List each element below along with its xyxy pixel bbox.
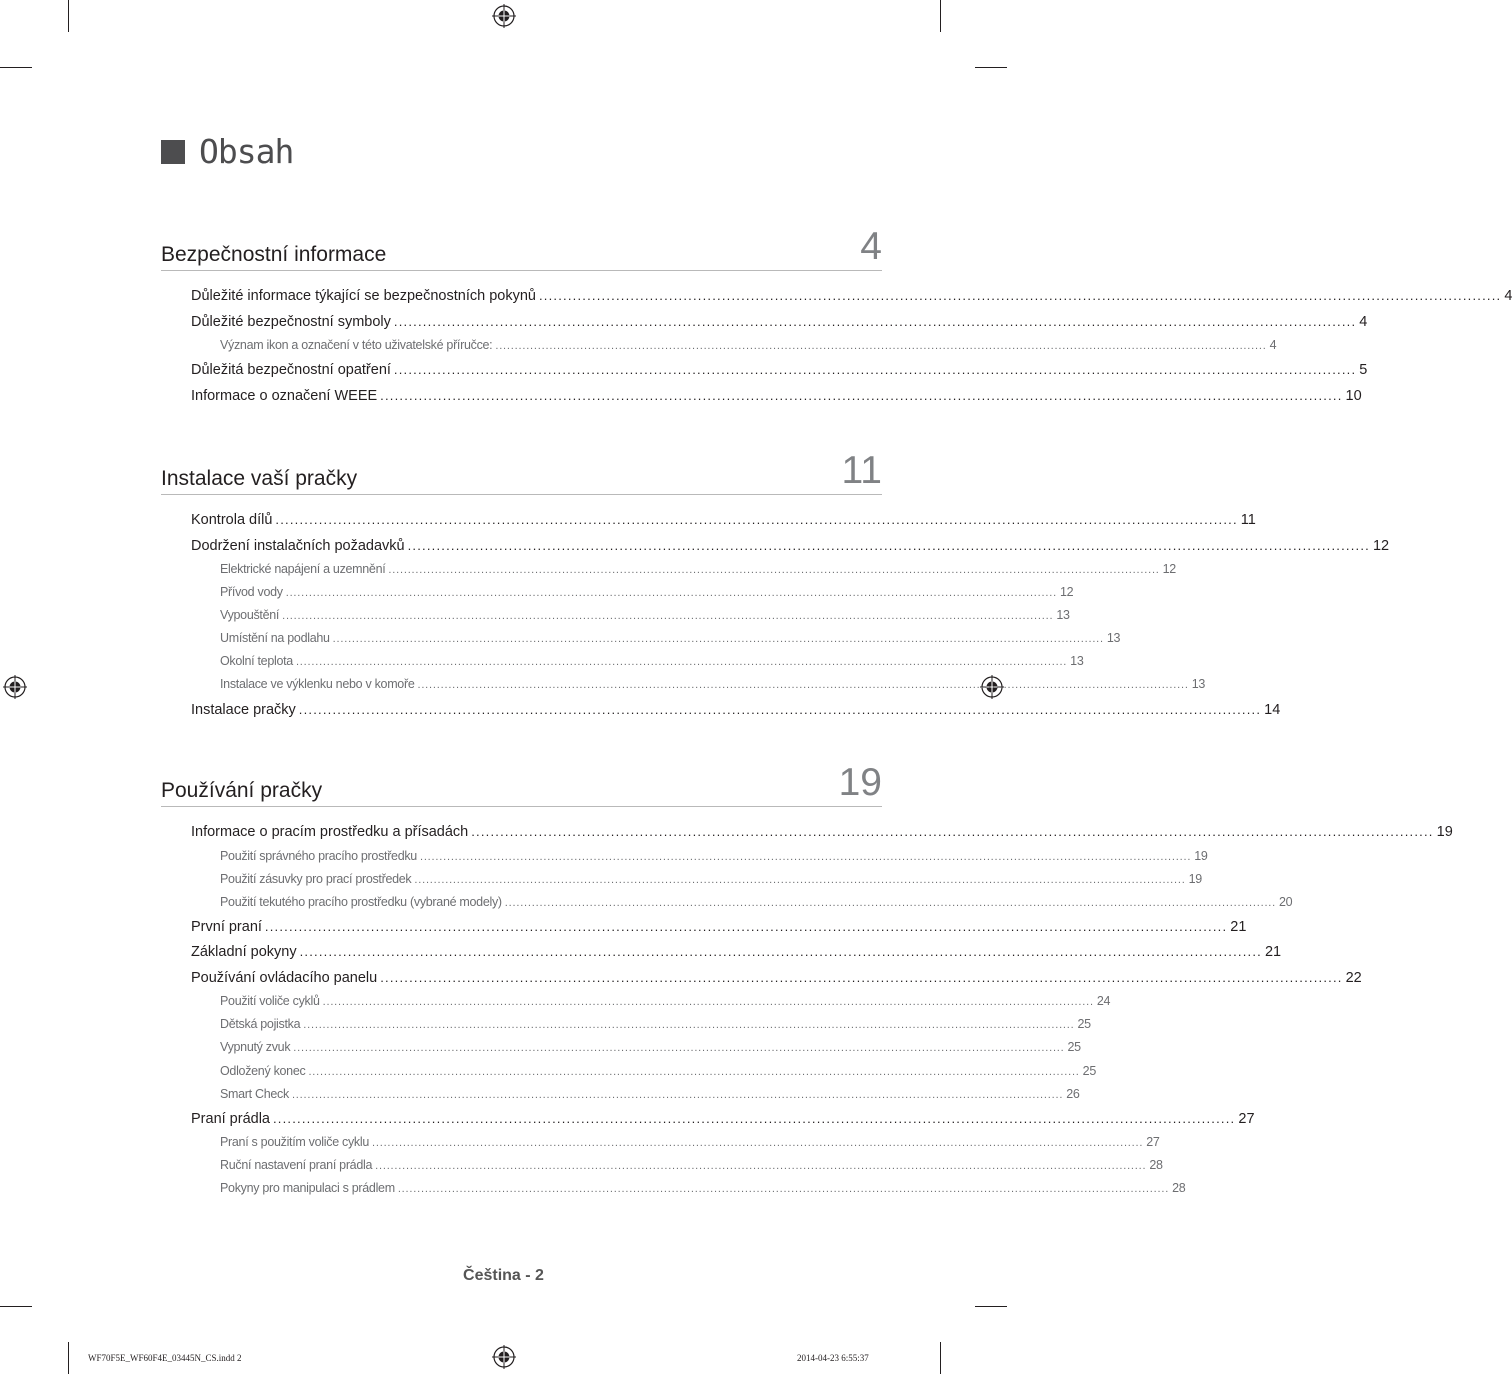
dot-leader: ........................................................................................................................................................................................................ [372, 1137, 1144, 1150]
toc-entry[interactable] [161, 558, 1176, 581]
toc-entry-page: 25 [1067, 1040, 1081, 1055]
toc-entry-page: 13 [1191, 677, 1206, 692]
toc-entry-label: Základní pokyny [191, 944, 297, 961]
toc-entry-page: 5 [1359, 362, 1368, 379]
dot-leader: ........................................................................................................................................................................................................ [388, 564, 1160, 576]
page-title-text: Obsah [199, 132, 294, 171]
section-page-number: 19 [838, 761, 882, 804]
toc-entry-label: Důležité informace týkající se bezpečnostních pokynů [191, 288, 536, 304]
toc-entry[interactable] [161, 309, 1368, 335]
toc-entry[interactable] [161, 673, 1206, 696]
toc-section [161, 761, 1453, 1201]
toc-entry[interactable] [161, 939, 1282, 965]
dot-leader: ........................................................................................................................................................................................................ [393, 362, 1357, 378]
toc-entry-page: 25 [1082, 1063, 1096, 1078]
toc-entry-label: Význam ikon a označení v této uživatelské příručce: [220, 338, 493, 352]
toc-entry-label: Praní prádla [191, 1110, 270, 1127]
toc-entry[interactable] [161, 283, 1512, 309]
section-title: Bezpečnostní informace [161, 243, 387, 266]
toc-entry-label: Důležitá bezpečnostní opatření [191, 362, 391, 379]
toc-entry-label: První praní [191, 918, 262, 935]
crop-mark [975, 1306, 1007, 1307]
toc-entry[interactable] [161, 627, 1121, 650]
section-header [161, 449, 882, 495]
dot-leader: ........................................................................................................................................................................................................ [285, 587, 1057, 600]
toc-entry[interactable] [161, 357, 1368, 383]
toc-entry-page: 24 [1096, 994, 1111, 1009]
crop-mark [975, 67, 1007, 68]
toc-entry[interactable] [161, 650, 1084, 673]
dot-leader: ........................................................................................................................................................................................................ [332, 633, 1104, 646]
registration-mark-icon [492, 4, 516, 28]
toc-entry-label: Ruční nastavení praní prádla [220, 1158, 373, 1173]
toc-entry-label: Vypouštění [220, 608, 280, 623]
toc-entry-page: 27 [1238, 1110, 1255, 1127]
toc-entry-label: Dodržení instalačních požadavků [191, 537, 405, 554]
dot-leader: ........................................................................................................................................................................................................ [298, 701, 1262, 717]
toc-entry-page: 4 [1269, 338, 1277, 352]
toc-entry[interactable] [161, 1036, 1081, 1059]
toc-entry-page: 12 [1059, 585, 1074, 600]
dot-leader: ........................................................................................................................................................................................................ [417, 679, 1189, 692]
toc-entry-label: Informace o pracím prostředku a přísadách [191, 824, 469, 840]
toc-entry-label: Použití tekutého pracího prostředku (vybrané modely) [220, 894, 502, 909]
print-slug-file: WF70F5E_WF60F4E_03445N_CS.indd 2 [88, 1353, 242, 1363]
toc-entry[interactable] [161, 891, 1293, 914]
toc-entry[interactable] [161, 1083, 1080, 1106]
toc-entry[interactable] [161, 1013, 1091, 1036]
toc-entry[interactable] [161, 965, 1362, 991]
dot-leader: ........................................................................................................................................................................................................ [471, 824, 1434, 839]
toc-entry[interactable] [161, 1106, 1255, 1132]
toc-entry-label: Kontrola dílů [191, 512, 273, 528]
toc-entry[interactable] [161, 819, 1453, 845]
toc-entry-page: 4 [1359, 313, 1368, 330]
dot-leader: ........................................................................................................................................................................................................ [380, 969, 1343, 985]
crop-mark [0, 1306, 32, 1307]
toc-entry[interactable] [161, 1060, 1096, 1083]
toc-entry[interactable] [161, 507, 1256, 533]
toc-entry-label: Okolní teplota [220, 654, 293, 669]
toc-entry[interactable] [161, 868, 1202, 891]
toc-entry[interactable] [161, 697, 1281, 723]
toc-entry[interactable] [161, 383, 1362, 409]
toc-section [161, 449, 1390, 722]
toc-entry-page: 10 [1345, 387, 1362, 404]
toc-entry-page: 19 [1436, 824, 1453, 840]
toc-entry-page: 13 [1106, 631, 1121, 646]
toc-entry-label: Použití správného pracího prostředku [220, 848, 417, 863]
section-title: Instalace vaší pračky [161, 467, 358, 490]
toc-entry-page: 20 [1279, 894, 1293, 909]
toc-entry-page: 28 [1149, 1158, 1163, 1173]
toc-entry-page: 26 [1066, 1086, 1080, 1101]
dot-leader: ........................................................................................................................................................................................................ [407, 537, 1370, 553]
dot-leader: ........................................................................................................................................................................................................ [293, 1042, 1065, 1055]
crop-mark [940, 0, 941, 32]
toc-entry[interactable] [161, 533, 1390, 559]
section-page-number: 11 [841, 449, 882, 492]
toc-entry[interactable] [161, 1177, 1186, 1200]
crop-mark [940, 1342, 941, 1374]
toc-entry-page: 14 [1264, 701, 1281, 718]
toc-entry-label: Pokyny pro manipulaci s prádlem [220, 1181, 395, 1196]
dot-leader: ........................................................................................................................................................................................................ [275, 512, 1238, 527]
dot-leader: ........................................................................................................................................................................................................ [375, 1160, 1147, 1173]
toc-entry-page: 4 [1504, 288, 1512, 304]
toc-entries [161, 283, 1512, 408]
toc-entry-label: Použití zásuvky pro prací prostředek [220, 871, 412, 886]
dot-leader: ........................................................................................................................................................................................................ [264, 918, 1228, 934]
dot-leader: ........................................................................................................................................................................................................ [295, 656, 1068, 669]
toc-entry-label: Odložený konec [220, 1063, 306, 1078]
toc-entries [161, 819, 1453, 1201]
dot-leader: ........................................................................................................................................................................................................ [303, 1019, 1075, 1032]
toc-entry-label: Použití voliče cyklů [220, 994, 320, 1009]
registration-mark-icon [3, 675, 27, 699]
toc-entry[interactable] [161, 581, 1074, 604]
dot-leader: ........................................................................................................................................................................................................ [397, 1183, 1170, 1196]
toc-entry[interactable] [161, 604, 1070, 627]
toc-entry-label: Smart Check [220, 1086, 289, 1101]
section-title: Používání pračky [161, 779, 323, 802]
toc-entry-page: 22 [1345, 969, 1362, 986]
toc-entry[interactable] [161, 334, 1277, 357]
registration-mark-icon [492, 1345, 516, 1369]
toc-entry-label: Informace o označení WEEE [191, 387, 378, 404]
toc-entry-label: Umístění na podlahu [220, 631, 330, 646]
crop-mark [0, 67, 32, 68]
toc-entry[interactable] [161, 1154, 1163, 1177]
toc-entry[interactable] [161, 990, 1111, 1013]
page-title [161, 130, 293, 174]
toc-entry-label: Používání ovládacího panelu [191, 969, 378, 986]
dot-leader: ........................................................................................................................................................................................................ [419, 850, 1192, 863]
toc-entry[interactable] [161, 914, 1247, 940]
title-square-icon [161, 140, 185, 164]
toc-entry-label: Vypnutý zvuk [220, 1040, 291, 1055]
toc-entry-page: 19 [1188, 871, 1202, 886]
toc-entry-page: 28 [1172, 1181, 1186, 1196]
dot-leader: ........................................................................................................................................................................................................ [414, 873, 1186, 886]
toc-entry-page: 27 [1146, 1135, 1160, 1150]
toc-entry-page: 12 [1372, 537, 1390, 554]
toc-entry-label: Elektrické napájení a uzemnění [220, 562, 386, 576]
dot-leader: ........................................................................................................................................................................................................ [308, 1065, 1080, 1078]
dot-leader: ........................................................................................................................................................................................................ [299, 944, 1262, 960]
dot-leader: ........................................................................................................................................................................................................ [495, 340, 1267, 352]
toc-entry-label: Přívod vody [220, 585, 283, 600]
dot-leader: ........................................................................................................................................................................................................ [322, 996, 1094, 1009]
toc-section [161, 225, 1512, 408]
toc-entry-page: 19 [1194, 848, 1208, 863]
dot-leader: ........................................................................................................................................................................................................ [273, 1110, 1236, 1126]
dot-leader: ........................................................................................................................................................................................................ [504, 896, 1277, 909]
dot-leader: ........................................................................................................................................................................................................ [282, 610, 1054, 623]
toc-entry-page: 25 [1077, 1017, 1091, 1032]
toc-entry-page: 11 [1240, 512, 1256, 528]
toc-entries [161, 507, 1390, 722]
toc-entry-label: Důležité bezpečnostní symboly [191, 313, 391, 330]
toc-entry[interactable] [161, 1131, 1160, 1154]
print-slug-timestamp: 2014-04-23 6:55:37 [797, 1353, 869, 1363]
section-header [161, 761, 882, 807]
crop-mark [68, 0, 69, 32]
dot-leader: ........................................................................................................................................................................................................ [380, 387, 1343, 403]
page-footer: Čeština - 2 [463, 1267, 544, 1284]
toc-entry-page: 21 [1230, 918, 1247, 935]
toc-entry-page: 13 [1056, 608, 1070, 623]
toc-entry-page: 12 [1162, 562, 1176, 576]
dot-leader: ........................................................................................................................................................................................................ [538, 288, 1502, 303]
toc-entry-label: Praní s použitím voliče cyklu [220, 1135, 369, 1150]
dot-leader: ........................................................................................................................................................................................................ [393, 313, 1357, 329]
section-page-number: 4 [860, 225, 882, 268]
crop-mark [68, 1342, 69, 1374]
toc-entry-page: 13 [1070, 654, 1084, 669]
toc-entry-page: 21 [1264, 944, 1282, 961]
toc-entry-label: Instalace pračky [191, 701, 296, 718]
toc-entry-label: Instalace ve výklenku nebo v komoře [220, 677, 415, 692]
toc-entry-label: Dětská pojistka [220, 1017, 301, 1032]
section-header [161, 225, 882, 271]
toc-entry[interactable] [161, 845, 1208, 868]
dot-leader: ........................................................................................................................................................................................................ [291, 1088, 1064, 1101]
